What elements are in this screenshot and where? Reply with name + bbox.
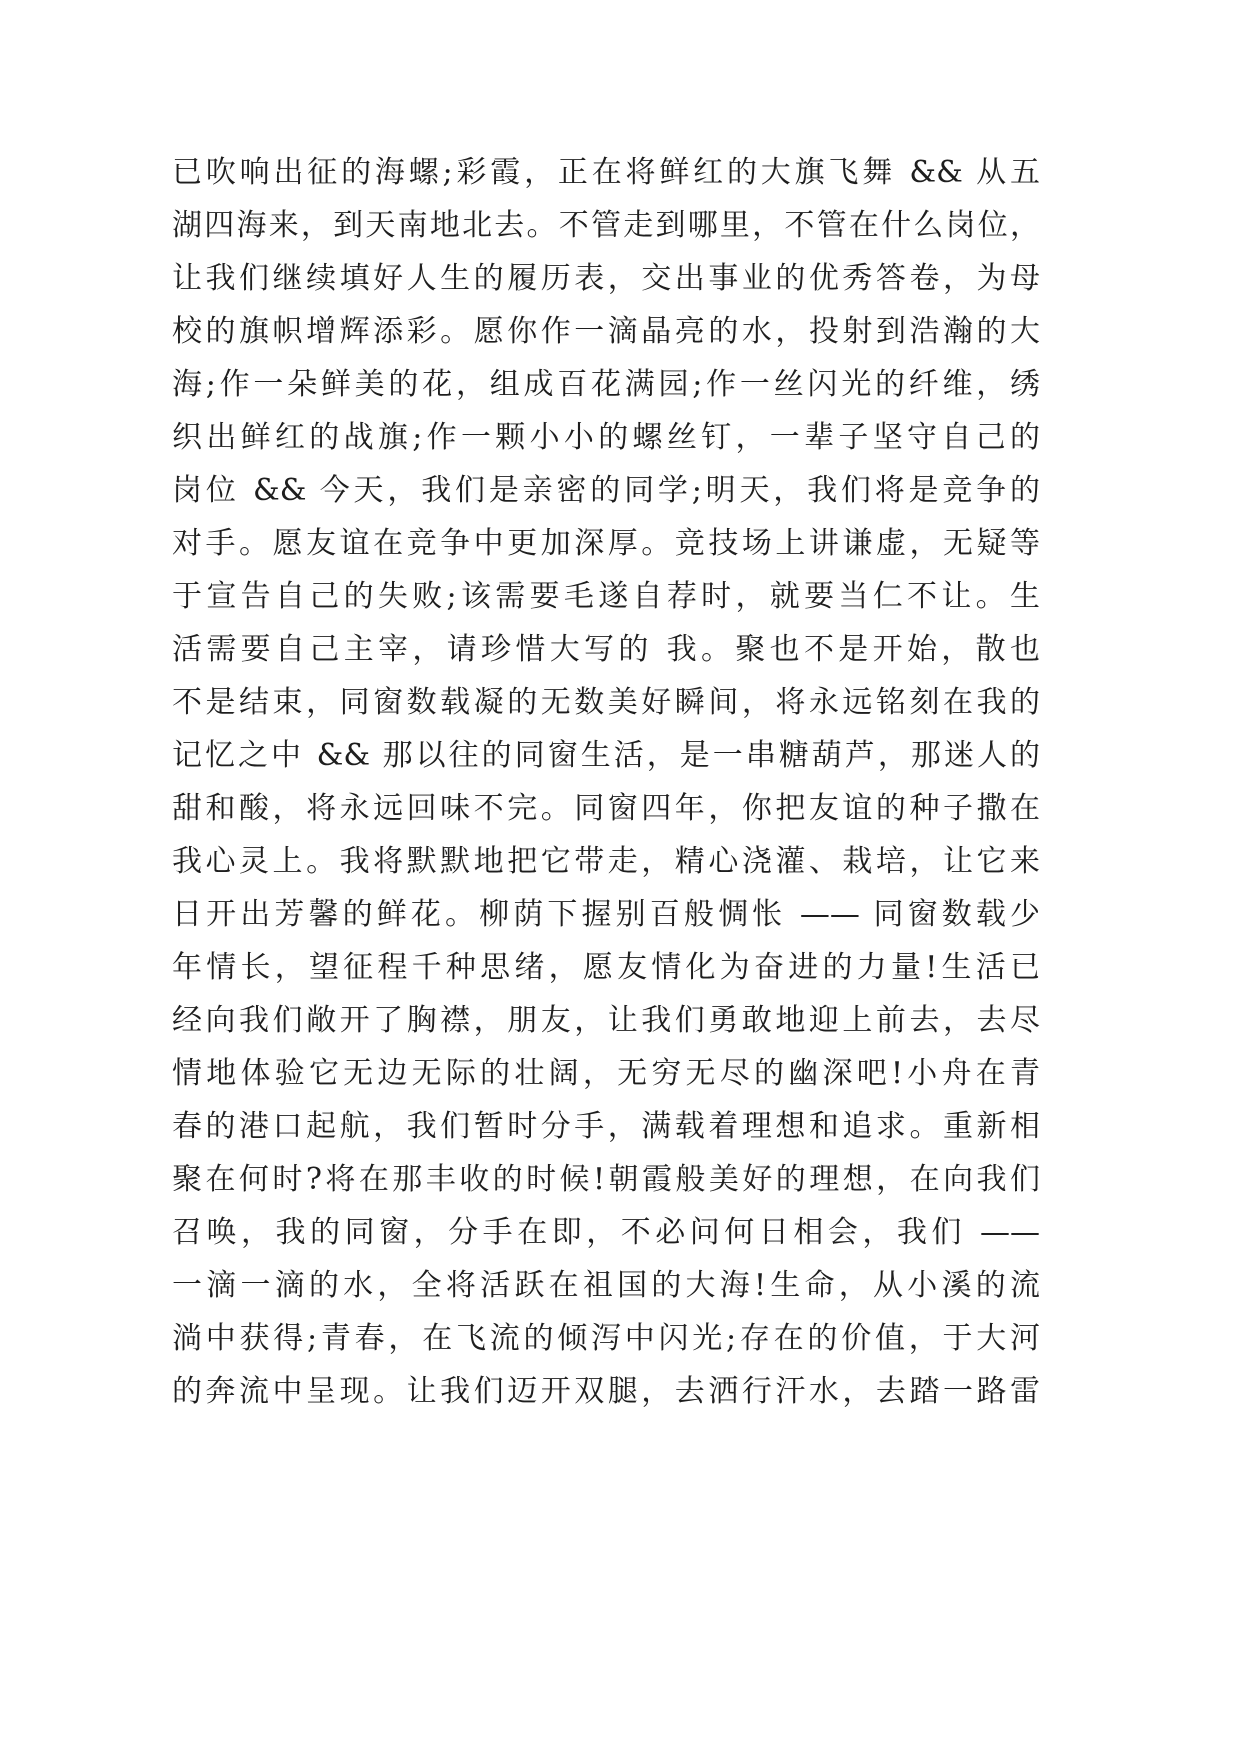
text-line: 记忆之中 && 那以往的同窗生活，是一串糖葫芦，那迷人的 [172,738,1040,773]
text-line: 校的旗帜增辉添彩。愿你作一滴晶亮的水，投射到浩瀚的大 [172,314,1040,349]
text-line: 情地体验它无边无际的壮阔，无穷无尽的幽深吧!小舟在青 [172,1056,1040,1091]
text-line: 的奔流中呈现。让我们迈开双腿，去洒行汗水，去踏一路雷 [172,1374,1040,1409]
text-line: 日开出芳馨的鲜花。柳荫下握别百般惆怅 —— 同窗数载少 [172,897,1040,932]
text-line: 于宣告自己的失败;该需要毛遂自荐时，就要当仁不让。生 [172,579,1040,614]
text-line: 让我们继续填好人生的履历表，交出事业的优秀答卷，为母 [172,261,1040,296]
text-line: 一滴一滴的水，全将活跃在祖国的大海!生命，从小溪的流 [172,1268,1040,1303]
text-line: 春的港口起航，我们暂时分手，满载着理想和追求。重新相 [172,1109,1040,1144]
text-line: 岗位 && 今天，我们是亲密的同学;明天，我们将是竞争的 [172,473,1040,508]
text-line: 活需要自己主宰，请珍惜大写的 我。聚也不是开始，散也 [172,632,1040,667]
text-line: 召唤，我的同窗，分手在即，不必问何日相会，我们 —— [172,1215,1040,1250]
text-line: 海;作一朵鲜美的花，组成百花满园;作一丝闪光的纤维，绣 [172,367,1040,402]
body-text [172,146,1040,1418]
text-line: 淌中获得;青春，在飞流的倾泻中闪光;存在的价值，于大河 [172,1321,1040,1356]
text-line: 甜和酸，将永远回味不完。同窗四年，你把友谊的种子撒在 [172,791,1040,826]
text-line: 我心灵上。我将默默地把它带走，精心浇灌、栽培，让它来 [172,844,1040,879]
text-line: 织出鲜红的战旗;作一颗小小的螺丝钉，一辈子坚守自己的 [172,420,1040,455]
text-line: 不是结束，同窗数载凝的无数美好瞬间，将永远铭刻在我的 [172,685,1040,720]
text-line: 湖四海来，到天南地北去。不管走到哪里，不管在什么岗位， [172,208,1040,243]
text-line: 对手。愿友谊在竞争中更加深厚。竞技场上讲谦虚，无疑等 [172,526,1040,561]
text-line: 年情长，望征程千种思绪，愿友情化为奋进的力量!生活已 [172,950,1040,985]
text-line: 聚在何时?将在那丰收的时候!朝霞般美好的理想，在向我们 [172,1162,1040,1197]
text-line: 已吹响出征的海螺;彩霞，正在将鲜红的大旗飞舞 && 从五 [172,155,1040,190]
text-line: 经向我们敞开了胸襟，朋友，让我们勇敢地迎上前去，去尽 [172,1003,1040,1038]
